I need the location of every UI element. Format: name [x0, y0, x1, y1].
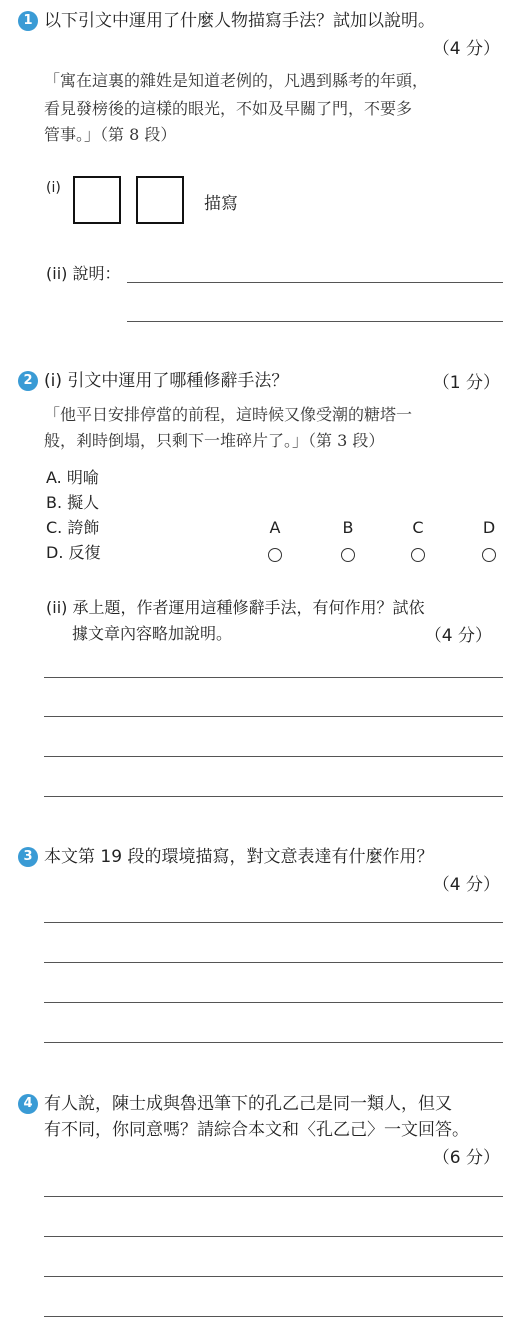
- part-ii-label: (ii) 說明：: [46, 264, 121, 283]
- answer-line[interactable]: [127, 282, 503, 283]
- question-2-part-ii: (ii) 承上題，作者運用這種修辭手法，有何作用？試依: [46, 598, 425, 617]
- answer-line[interactable]: [44, 756, 503, 757]
- question-4-text: 有不同，你同意嗎？請綜合本文和〈孔乙己〉一文回答。: [44, 1120, 469, 1140]
- question-2-part-ii: 據文章內容略加說明。: [72, 624, 233, 643]
- question-number-badge: 2: [18, 371, 38, 391]
- option-b: B. 擬人: [46, 493, 100, 512]
- choice-radio-d[interactable]: [482, 548, 496, 562]
- question-number-badge: 4: [18, 1094, 38, 1114]
- choice-letter-c: C: [412, 518, 424, 537]
- answer-line[interactable]: [44, 716, 503, 717]
- choice-letter-b: B: [342, 518, 354, 537]
- quote-line: 看見發榜後的這樣的眼光，不如及早關了門，不要多: [44, 99, 413, 118]
- answer-line[interactable]: [44, 1276, 503, 1277]
- question-4-text: 有人說，陳士成與魯迅筆下的孔乙己是同一類人，但又: [44, 1094, 452, 1114]
- answer-line[interactable]: [44, 796, 503, 797]
- choice-radio-c[interactable]: [411, 548, 425, 562]
- choice-radio-b[interactable]: [341, 548, 355, 562]
- choice-letter-a: A: [269, 518, 281, 537]
- answer-line[interactable]: [44, 1196, 503, 1197]
- answer-line[interactable]: [44, 962, 503, 963]
- answer-line[interactable]: [44, 1316, 503, 1317]
- quote-line: 般，剎時倒塌，只剩下一堆碎片了。」（第 3 段）: [44, 431, 385, 450]
- answer-line[interactable]: [44, 1236, 503, 1237]
- question-1-text: 以下引文中運用了什麼人物描寫手法？試加以說明。: [44, 11, 435, 31]
- quote-line: 「他平日安排停當的前程，這時候又像受潮的糖塔一: [44, 405, 413, 424]
- question-2-text: (i) 引文中運用了哪種修辭手法？: [44, 371, 289, 391]
- question-3-marks: （4 分）: [432, 875, 500, 895]
- question-1-marks: （4 分）: [432, 39, 500, 59]
- part-i-suffix: 描寫: [204, 194, 238, 214]
- answer-box-1[interactable]: [73, 176, 121, 224]
- question-4-marks: （6 分）: [432, 1148, 500, 1168]
- question-number-badge: 3: [18, 847, 38, 867]
- question-2-part-ii-marks: （4 分）: [424, 626, 492, 646]
- answer-line[interactable]: [44, 922, 503, 923]
- option-d: D. 反復: [46, 543, 101, 562]
- option-a: A. 明喻: [46, 468, 99, 487]
- answer-box-2[interactable]: [136, 176, 184, 224]
- answer-line[interactable]: [44, 1042, 503, 1043]
- question-3-text: 本文第 19 段的環境描寫，對文意表達有什麼作用？: [44, 847, 434, 867]
- answer-line[interactable]: [44, 677, 503, 678]
- part-i-label: (i): [46, 180, 61, 196]
- question-number-badge: 1: [18, 11, 38, 31]
- answer-line[interactable]: [44, 1002, 503, 1003]
- choice-radio-a[interactable]: [268, 548, 282, 562]
- question-2-marks: （1 分）: [432, 373, 500, 393]
- quote-line: 「寓在這裏的雜姓是知道老例的，凡遇到縣考的年頭，: [44, 71, 429, 90]
- quote-line: 管事。」（第 8 段）: [44, 125, 177, 144]
- choice-letter-d: D: [482, 518, 496, 537]
- answer-line[interactable]: [127, 321, 503, 322]
- option-c: C. 誇飾: [46, 518, 100, 537]
